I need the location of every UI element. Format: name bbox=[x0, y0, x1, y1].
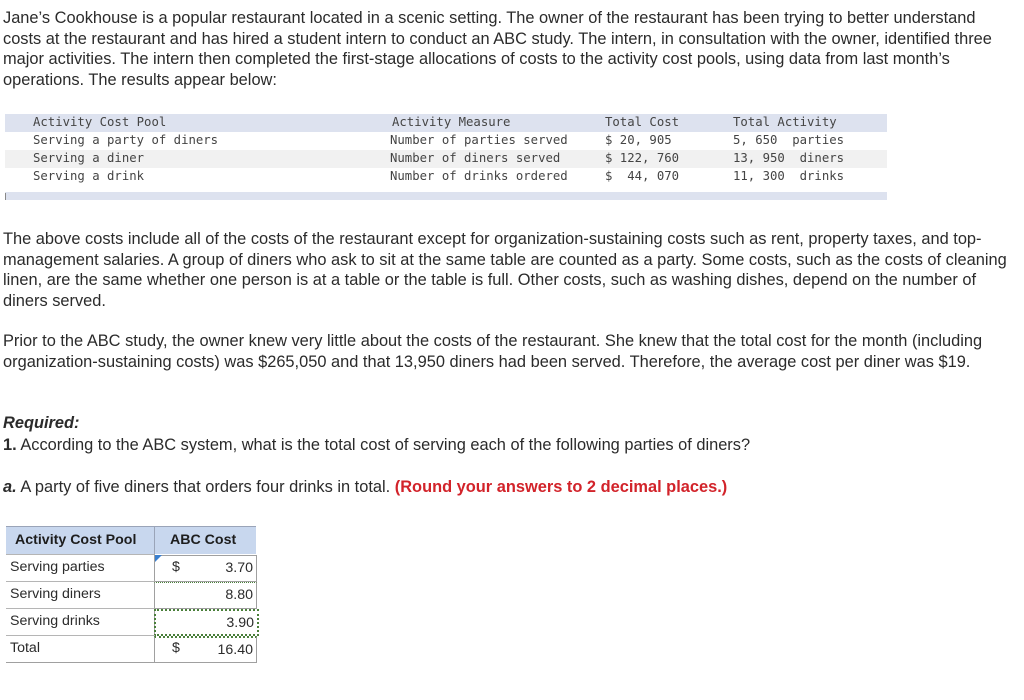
table-row bbox=[5, 168, 887, 186]
header-abc-cost: ABC Cost bbox=[170, 532, 237, 548]
activity-cell: 5, 650 parties bbox=[733, 133, 845, 147]
activity-cell: 11, 300 drinks bbox=[733, 169, 845, 183]
pool-cell: Serving a drink bbox=[33, 169, 145, 183]
input-value: 3.70 bbox=[225, 560, 253, 576]
answer-row bbox=[6, 554, 256, 581]
dollar-sign: $ bbox=[172, 559, 180, 575]
cost-explanation: The above costs include all of the costs of the restaurant except for organization-sustaining costs such as rent, property taxes, and top-management salaries. A group of diners who ask to sit at the same table are counted as a party. Some costs, such as the costs of cleaning linen, are the same whether one person is at a table or the table is full. Other costs, such as washing dishes, depend on the number of diners served. bbox=[3, 230, 1007, 310]
measure-cell: Number of drinks ordered bbox=[390, 169, 568, 183]
cost-cell: $ 20, 905 bbox=[605, 133, 672, 147]
table-header-row bbox=[5, 114, 887, 132]
question-a bbox=[3, 478, 727, 497]
answer-header-row bbox=[6, 526, 256, 554]
input-marker-icon bbox=[155, 555, 162, 562]
problem-intro: Jane’s Cookhouse is a popular restaurant located in a scenic setting. The owner of the restaurant has been trying to better understand costs at the restaurant and has hired a student intern to conduct an ABC study. The intern, in consultation with the owner, identified three major activities. The intern then completed the first-stage allocations of costs to the activity cost pools, using data from last month’s operations. The results appear below: bbox=[3, 9, 992, 89]
question-number: 1. bbox=[3, 436, 17, 454]
measure-cell: Number of parties served bbox=[390, 133, 568, 147]
input-value: 8.80 bbox=[225, 587, 253, 603]
measure-cell: Number of diners served bbox=[390, 151, 561, 165]
abc-cost-answer-table bbox=[6, 526, 256, 663]
serving-diners-input[interactable] bbox=[154, 582, 257, 609]
answer-row bbox=[6, 608, 256, 635]
input-value: 16.40 bbox=[217, 642, 253, 658]
row-label: Serving parties bbox=[10, 559, 105, 575]
cost-cell: $ 122, 760 bbox=[605, 151, 680, 165]
activity-cost-table bbox=[5, 114, 887, 186]
question-text: According to the ABC system, what is the total cost of serving each of the following parties of diners? bbox=[16, 436, 751, 454]
prior-knowledge: Prior to the ABC study, the owner knew very little about the costs of the restaurant. She knew that the total cost for the month (including organization-sustaining costs) was $265,050 and that 13,950 diners had been served. Therefore, the average cost per diner was $19. bbox=[3, 332, 983, 371]
required-heading: Required: bbox=[3, 414, 80, 432]
input-value: 3.90 bbox=[226, 615, 254, 631]
question-1 bbox=[3, 436, 750, 455]
header-activity-measure: Activity Measure bbox=[392, 115, 511, 129]
rounding-note: (Round your answers to 2 decimal places.) bbox=[394, 478, 728, 496]
row-label: Serving drinks bbox=[10, 613, 100, 629]
answer-total-row bbox=[6, 635, 256, 663]
table-row bbox=[5, 132, 887, 150]
header-total-activity: Total Activity bbox=[733, 115, 837, 129]
dollar-sign: $ bbox=[172, 640, 180, 656]
total-input[interactable] bbox=[154, 636, 257, 663]
table-row bbox=[5, 150, 887, 168]
header-activity-cost-pool: Activity Cost Pool bbox=[33, 115, 167, 129]
answer-row bbox=[6, 581, 256, 608]
table-divider bbox=[5, 193, 6, 200]
activity-cell: 13, 950 diners bbox=[733, 151, 845, 165]
row-label: Serving diners bbox=[10, 586, 101, 602]
serving-drinks-input[interactable] bbox=[154, 609, 259, 636]
header-pool: Activity Cost Pool bbox=[15, 532, 137, 548]
table-scrollbar[interactable] bbox=[5, 192, 887, 200]
part-label: a. bbox=[3, 478, 17, 496]
header-total-cost: Total Cost bbox=[605, 115, 680, 129]
cost-cell: $ 44, 070 bbox=[605, 169, 680, 183]
row-label: Total bbox=[10, 640, 40, 656]
pool-cell: Serving a diner bbox=[33, 151, 145, 165]
part-text: A party of five diners that orders four drinks in total. bbox=[16, 478, 395, 496]
pool-cell: Serving a party of diners bbox=[33, 133, 219, 147]
serving-parties-input[interactable] bbox=[154, 555, 257, 582]
